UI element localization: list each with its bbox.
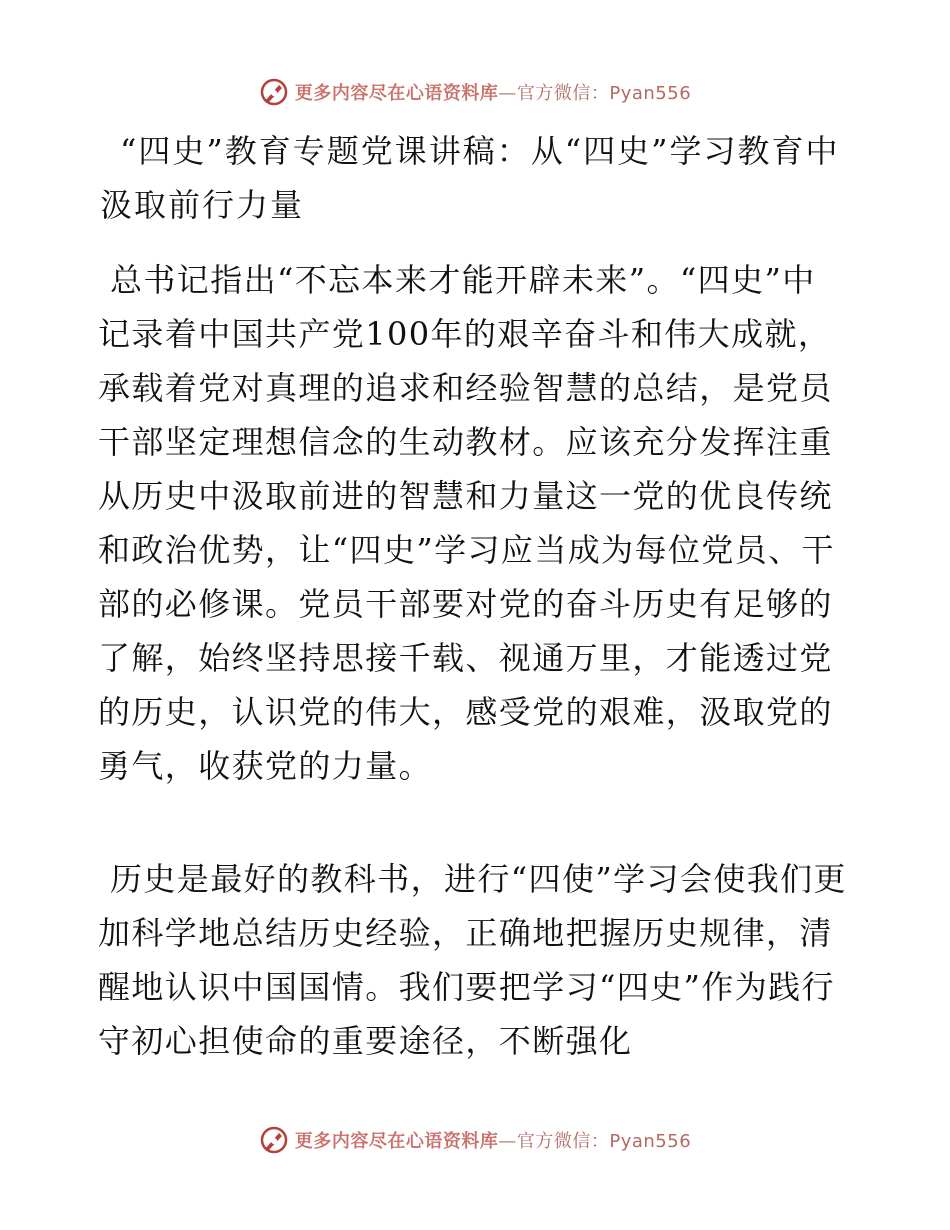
pen-logo-icon: [259, 77, 289, 107]
watermark-site: 更多内容尽在心语资料库: [294, 1131, 499, 1152]
watermark-wechat-id: Pyan556: [609, 1131, 692, 1152]
watermark-text: [295, 1127, 691, 1153]
document-title: “四史”教育专题党课讲稿：从“四史”学习教育中汲取前行力量: [100, 132, 840, 224]
watermark-site: 更多内容尽在心语资料库: [294, 83, 499, 104]
watermark-wechat-label: 官方微信：: [516, 1131, 610, 1152]
watermark-wechat-label: 官方微信：: [516, 83, 610, 104]
body-paragraph-2: 历史是最好的教科书，进行“四使”学习会使我们更加科学地总结历史经验，正确地把握历史规律，清醒地认识中国国情。我们要把学习“四史”作为践行守初心担使命的重要途径，不断强化: [98, 860, 847, 1060]
pen-logo-icon: [259, 1125, 289, 1155]
body-paragraph-1: 总书记指出“不忘本来才能开辟未来”。“四史”中记录着中国共产党100年的艰辛奋斗和伟大成就，承载着党对真理的追求和经验智慧的总结，是党员干部坚定理想信念的生动教材。应该充分发挥注重从历史中汲取前进的智慧和力量这一党的优良传统和政治优势，让“四史”学习应当成为每位党员、干部的必修课。党员干部要对党的奋斗历史有足够的了解，始终坚持思接千载、视通万里，才能透过党的历史，认识党的伟大，感受党的艰难，汲取党的勇气，收获党的力量。: [98, 261, 835, 785]
footer-watermark: [0, 1120, 950, 1160]
header-watermark: [0, 72, 950, 112]
watermark-dash: —: [498, 1131, 517, 1152]
watermark-wechat-id: Pyan556: [609, 83, 692, 104]
watermark-text: [295, 79, 691, 105]
watermark-dash: —: [498, 83, 517, 104]
